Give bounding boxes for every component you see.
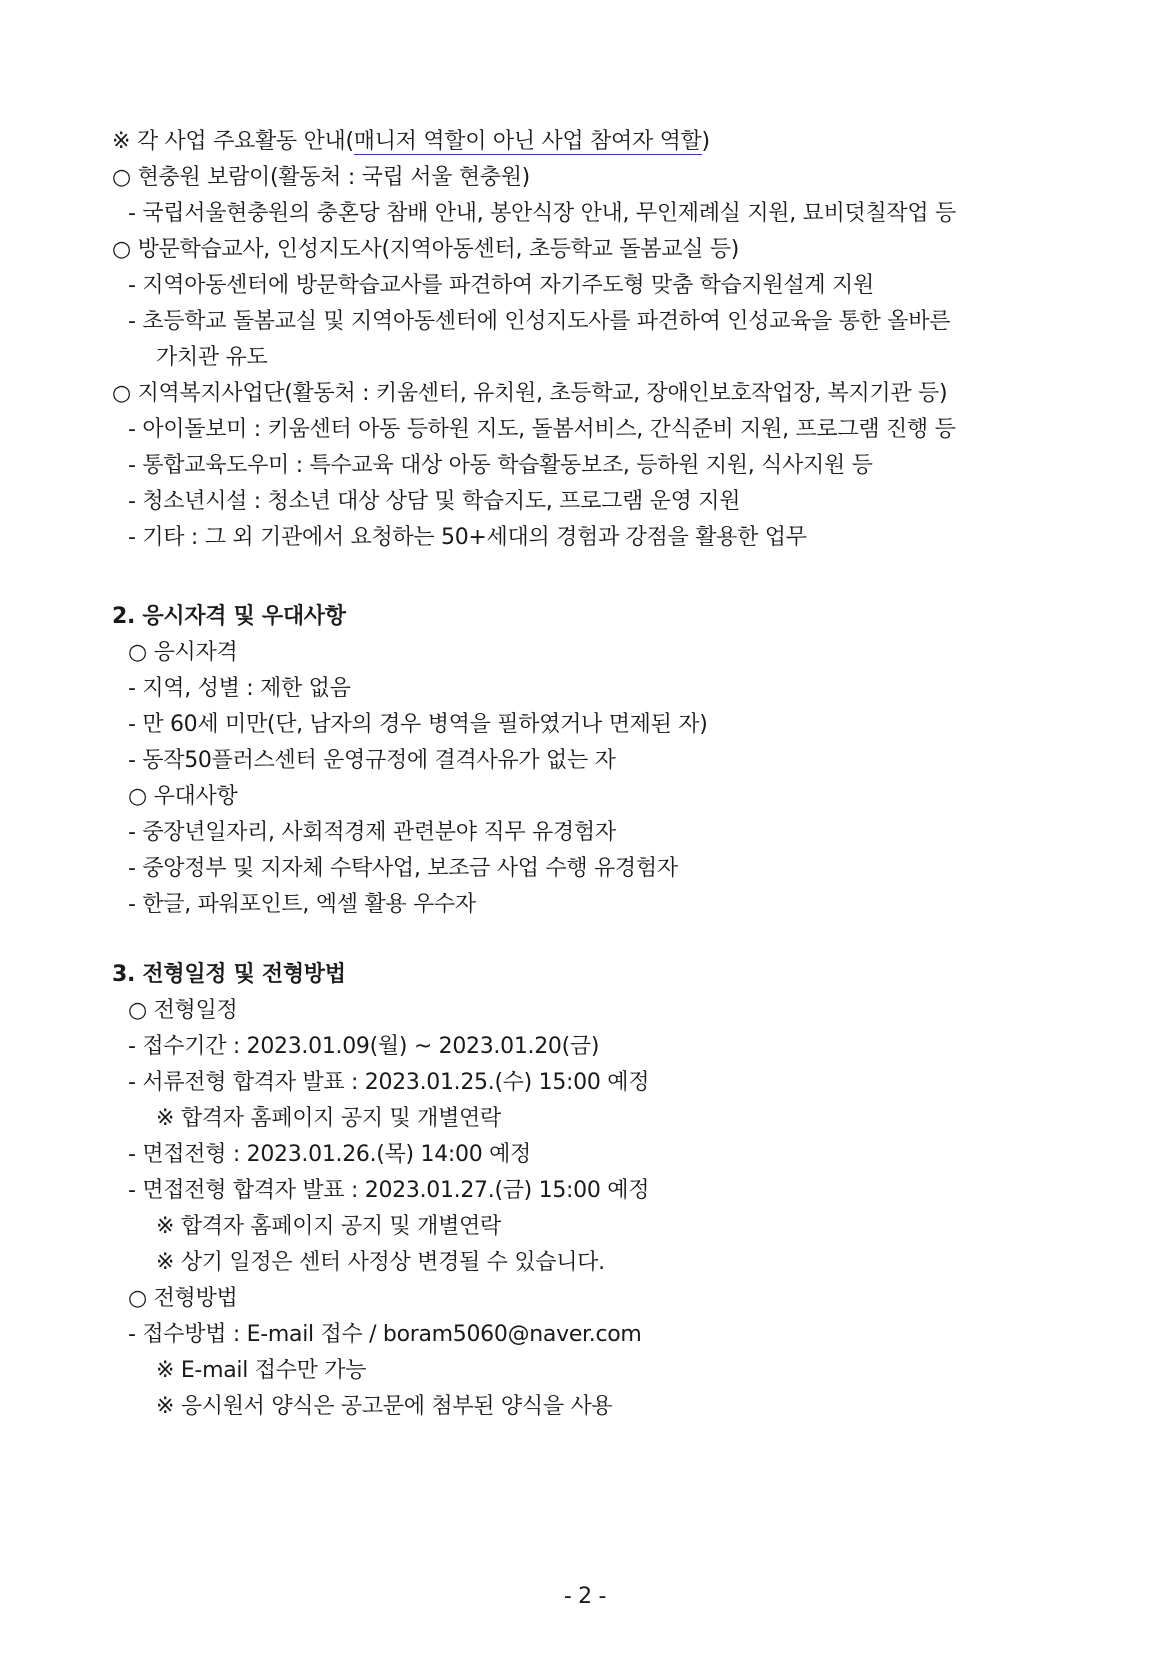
section-3-note: ※ 합격자 홈페이지 공지 및 개별연락 — [156, 1106, 501, 1131]
section-3-line: - 면접전형 : 2023.01.26.(목) 14:00 예정 — [128, 1142, 532, 1167]
section-2-line: - 중장년일자리, 사회적경제 관련분야 직무 유경험자 — [128, 820, 616, 845]
intro-prefix: ※ 각 사업 주요활동 안내( — [112, 129, 354, 154]
section-3-line: ○ 전형일정 — [128, 998, 238, 1023]
activity-detail-continuation: 가치관 유도 — [156, 345, 268, 370]
activity-item: ○ 현충원 보람이(활동처 : 국립 서울 현충원) — [112, 165, 530, 190]
activity-detail: - 초등학교 돌봄교실 및 지역아동센터에 인성지도사를 파견하여 인성교육을 통한 올바른 — [128, 309, 951, 334]
section-3-note: ※ 응시원서 양식은 공고문에 첨부된 양식을 사용 — [156, 1394, 613, 1419]
section-2-line: - 중앙정부 및 지자체 수탁사업, 보조금 사업 수행 유경험자 — [128, 856, 678, 881]
activity-detail: - 청소년시설 : 청소년 대상 상담 및 학습지도, 프로그램 운영 지원 — [128, 489, 741, 514]
activity-detail: - 기타 : 그 외 기관에서 요청하는 50+세대의 경험과 강점을 활용한 업무 — [128, 525, 807, 550]
section-2-line: - 한글, 파워포인트, 엑셀 활용 우수자 — [128, 892, 476, 917]
section-3-heading: 3. 전형일정 및 전형방법 — [112, 962, 346, 987]
section-2-line: - 지역, 성별 : 제한 없음 — [128, 676, 351, 701]
intro-suffix: ) — [701, 129, 710, 154]
activity-item: ○ 방문학습교사, 인성지도사(지역아동센터, 초등학교 돌봄교실 등) — [112, 237, 740, 262]
section-2-heading: 2. 응시자격 및 우대사항 — [112, 604, 346, 629]
activity-detail: - 지역아동센터에 방문학습교사를 파견하여 자기주도형 맞춤 학습지원설계 지원 — [128, 273, 874, 298]
activity-detail: - 아이돌보미 : 키움센터 아동 등하원 지도, 돌봄서비스, 간식준비 지원, 프로그램 진행 등 — [128, 417, 956, 442]
section-3-line: - 면접전형 합격자 발표 : 2023.01.27.(금) 15:00 예정 — [128, 1178, 650, 1203]
section-2-line: - 동작50플러스센터 운영규정에 결격사유가 없는 자 — [128, 748, 616, 773]
activity-detail: - 국립서울현충원의 충혼당 참배 안내, 봉안식장 안내, 무인제례실 지원, 묘비덧칠작업 등 — [128, 201, 956, 226]
section-3-note: ※ 상기 일정은 센터 사정상 변경될 수 있습니다. — [156, 1250, 605, 1275]
section-2-line: - 만 60세 미만(단, 남자의 경우 병역을 필하였거나 면제된 자) — [128, 712, 708, 737]
activity-item: ○ 지역복지사업단(활동처 : 키움센터, 유치원, 초등학교, 장애인보호작업장, 복지기관 등) — [112, 381, 948, 406]
section-3-note: ※ E-mail 접수만 가능 — [156, 1358, 367, 1383]
activity-detail: - 통합교육도우미 : 특수교육 대상 아동 학습활동보조, 등하원 지원, 식사지원 등 — [128, 453, 873, 478]
activities-intro — [112, 127, 710, 157]
section-3-line: - 접수기간 : 2023.01.09(월) ~ 2023.01.20(금) — [128, 1034, 600, 1059]
page-number: - 2 - — [563, 1584, 607, 1609]
section-3-line: ○ 전형방법 — [128, 1286, 238, 1311]
intro-underlined-text: 매니저 역할이 아닌 사업 참여자 역할 — [353, 129, 702, 154]
section-3-line: - 서류전형 합격자 발표 : 2023.01.25.(수) 15:00 예정 — [128, 1070, 650, 1095]
section-2-line: ○ 응시자격 — [128, 640, 238, 665]
section-3-note: ※ 합격자 홈페이지 공지 및 개별연락 — [156, 1214, 501, 1239]
section-2-line: ○ 우대사항 — [128, 784, 238, 809]
section-3-line: - 접수방법 : E-mail 접수 / boram5060@naver.com — [128, 1322, 642, 1347]
